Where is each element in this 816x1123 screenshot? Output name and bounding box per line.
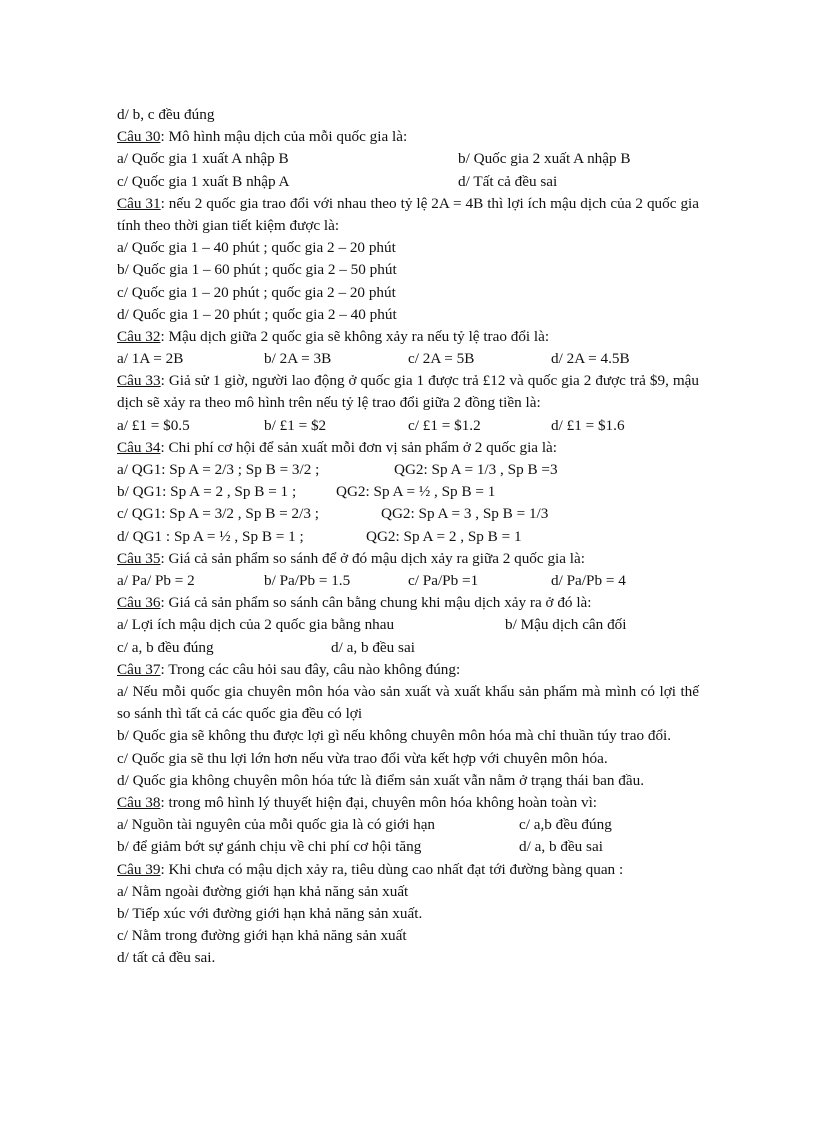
- question-label: Câu 36: [117, 594, 161, 612]
- answer-line: d/ b, c đều đúng: [117, 106, 215, 123]
- question-38: [117, 792, 699, 814]
- answer-a: a/ Nguồn tài nguyên của mỗi quốc gia là có giới hạn: [117, 816, 436, 834]
- question-text: : Trong các câu hỏi sau đây, câu nào không đúng:: [160, 660, 461, 678]
- answer-a: a/ £1 = $0.5: [117, 416, 190, 434]
- answer-a: a/ Quốc gia 1 – 40 phút ; quốc gia 2 – 20 phút: [117, 239, 396, 257]
- answer-row: [117, 415, 699, 437]
- question-label: Câu 32: [117, 327, 161, 345]
- question-text: : Giá cả sản phẩm so sánh cân bằng chung khi mậu dịch xảy ra ở đó là:: [160, 594, 592, 612]
- answer-c: c/ 2A = 5B: [408, 350, 475, 368]
- question-text: : trong mô hình lý thuyết hiện đại, chuyên môn hóa không hoàn toàn vì:: [160, 793, 598, 811]
- answer-a: a/ 1A = 2B: [117, 350, 184, 368]
- question-label: Câu 35: [117, 549, 161, 567]
- answer-a: a/ Nằm ngoài đường giới hạn khả năng sản xuất: [117, 882, 409, 900]
- question-label: Câu 33: [117, 372, 161, 390]
- question-37: [117, 659, 699, 681]
- answer-a-qg1: a/ QG1: Sp A = 2/3 ; Sp B = 3/2 ;: [117, 461, 320, 479]
- answer-b: b/ Quốc gia 1 – 60 phút ; quốc gia 2 – 50 phút: [117, 261, 397, 279]
- answer-a: a/ Nếu mỗi quốc gia chuyên môn hóa vào sản xuất và xuất khẩu sản phẩm mà mình có lợi thế so sánh thì tất cả các quốc gia đều có lợi: [117, 682, 699, 723]
- answer-d: d/ a, b đều sai: [331, 638, 415, 656]
- answer-row: [117, 348, 699, 370]
- question-31: [117, 193, 699, 237]
- answer-c-qg1: c/ QG1: Sp A = 3/2 , Sp B = 2/3 ;: [117, 505, 319, 523]
- answer-c: c/ Quốc gia 1 – 20 phút ; quốc gia 2 – 20 phút: [117, 283, 396, 301]
- answer-c: c/ a, b đều đúng: [117, 638, 214, 656]
- answer-c: c/ Nằm trong đường giới hạn khả năng sản xuất: [117, 927, 407, 945]
- answer-row: [117, 459, 699, 481]
- question-label: Câu 34: [117, 438, 161, 456]
- answer-row: [117, 637, 699, 659]
- answer-c: c/ £1 = $1.2: [408, 416, 481, 434]
- answer-d: d/ 2A = 4.5B: [551, 350, 630, 368]
- answer-row: [117, 526, 699, 548]
- question-32: [117, 326, 699, 348]
- answer-row: [117, 814, 699, 836]
- answer-a: a/ Lợi ích mậu dịch của 2 quốc gia bằng nhau: [117, 616, 395, 634]
- answer-b: b/ £1 = $2: [264, 416, 327, 434]
- answer-a-qg2: QG2: Sp A = 1/3 , Sp B =3: [394, 461, 558, 479]
- answer-row: [117, 481, 699, 503]
- question-30: [117, 126, 699, 148]
- answer-d: d/ Quốc gia 1 – 20 phút ; quốc gia 2 – 40 phút: [117, 305, 397, 323]
- answer-row: [117, 503, 699, 525]
- question-label: Câu 38: [117, 793, 161, 811]
- answer-a: a/ Pa/ Pb = 2: [117, 572, 195, 589]
- question-label: Câu 37: [117, 660, 161, 678]
- question-text: : Mậu dịch giữa 2 quốc gia sẽ không xảy ra nếu tỷ lệ trao đổi là:: [160, 327, 550, 345]
- answer-b-qg1: b/ QG1: Sp A = 2 , Sp B = 1 ;: [117, 483, 297, 501]
- answer-b: b/ Pa/Pb = 1.5: [264, 572, 351, 589]
- question-text: : Chi phí cơ hội để sản xuất mỗi đơn vị sản phẩm ở 2 quốc gia là:: [160, 438, 558, 456]
- answer-row: [117, 836, 699, 858]
- answer-b: b/ Quốc gia 2 xuất A nhập B: [458, 150, 631, 168]
- document-page: [117, 104, 699, 969]
- answer-d: d/ a, b đều sai: [519, 838, 603, 856]
- answer-b: b/ Quốc gia sẽ không thu được lợi gì nếu không chuyên môn hóa mà chỉ thuần túy trao đổi.: [117, 727, 672, 745]
- answer-d-qg2: QG2: Sp A = 2 , Sp B = 1: [366, 527, 522, 545]
- answer-b: b/ Tiếp xúc với đường giới hạn khả năng sản xuất.: [117, 904, 423, 922]
- answer-row: [117, 614, 699, 636]
- question-36: [117, 592, 699, 614]
- answer-row: [117, 171, 699, 193]
- question-text: : Mô hình mậu dịch của mỗi quốc gia là:: [160, 128, 408, 146]
- answer-d: d/ Tất cả đều sai: [458, 172, 558, 190]
- answer-a: a/ Quốc gia 1 xuất A nhập B: [117, 150, 289, 168]
- question-35: [117, 548, 699, 570]
- answer-c: c/ a,b đều đúng: [519, 816, 612, 834]
- answer-c: c/ Quốc gia sẽ thu lợi lớn hơn nếu vừa trao đổi vừa kết hợp với chuyên môn hóa.: [117, 749, 608, 767]
- answer-d-qg1: d/ QG1 : Sp A = ½ , Sp B = 1 ;: [117, 527, 304, 545]
- answer-row: [117, 570, 699, 592]
- answer-row: [117, 148, 699, 170]
- answer-b: b/ Mậu dịch cân đối: [505, 616, 627, 634]
- question-text: : Giá cả sản phẩm so sánh để ở đó mậu dịch xảy ra giữa 2 quốc gia là:: [160, 549, 585, 567]
- answer-c: c/ Quốc gia 1 xuất B nhập A: [117, 172, 290, 190]
- answer-d: d/ Pa/Pb = 4: [551, 572, 626, 589]
- answer-c: c/ Pa/Pb =1: [408, 572, 479, 589]
- question-label: Câu 30: [117, 128, 161, 146]
- answer-d: d/ tất cả đều sai.: [117, 949, 216, 967]
- answer-b-qg2: QG2: Sp A = ½ , Sp B = 1: [336, 483, 496, 501]
- question-34: [117, 437, 699, 459]
- answer-b: b/ để giảm bớt sự gánh chịu về chi phí cơ hội tăng: [117, 838, 422, 856]
- question-label: Câu 31: [117, 194, 161, 212]
- question-label: Câu 39: [117, 860, 161, 878]
- answer-b: b/ 2A = 3B: [264, 350, 332, 368]
- answer-d: d/ £1 = $1.6: [551, 416, 625, 434]
- answer-c-qg2: QG2: Sp A = 3 , Sp B = 1/3: [381, 505, 549, 523]
- question-text: : nếu 2 quốc gia trao đổi với nhau theo tỷ lệ 2A = 4B thì lợi ích mậu dịch của 2 quốc gia tính theo thời gian tiết kiệm được là:: [117, 194, 699, 234]
- question-39: [117, 859, 699, 881]
- question-text: : Giả sử 1 giờ, người lao động ở quốc gia 1 được trả £12 và quốc gia 2 được trả $9, mậu dịch sẽ xảy ra theo mô hình trên nếu tỷ lệ trao đổi giữa 2 đồng tiền là:: [117, 372, 699, 412]
- question-33: [117, 370, 699, 414]
- question-text: : Khi chưa có mậu dịch xảy ra, tiêu dùng cao nhất đạt tới đường bàng quan :: [160, 860, 624, 878]
- answer-d: d/ Quốc gia không chuyên môn hóa tức là điểm sản xuất vẫn nằm ở trạng thái ban đầu.: [117, 771, 645, 789]
